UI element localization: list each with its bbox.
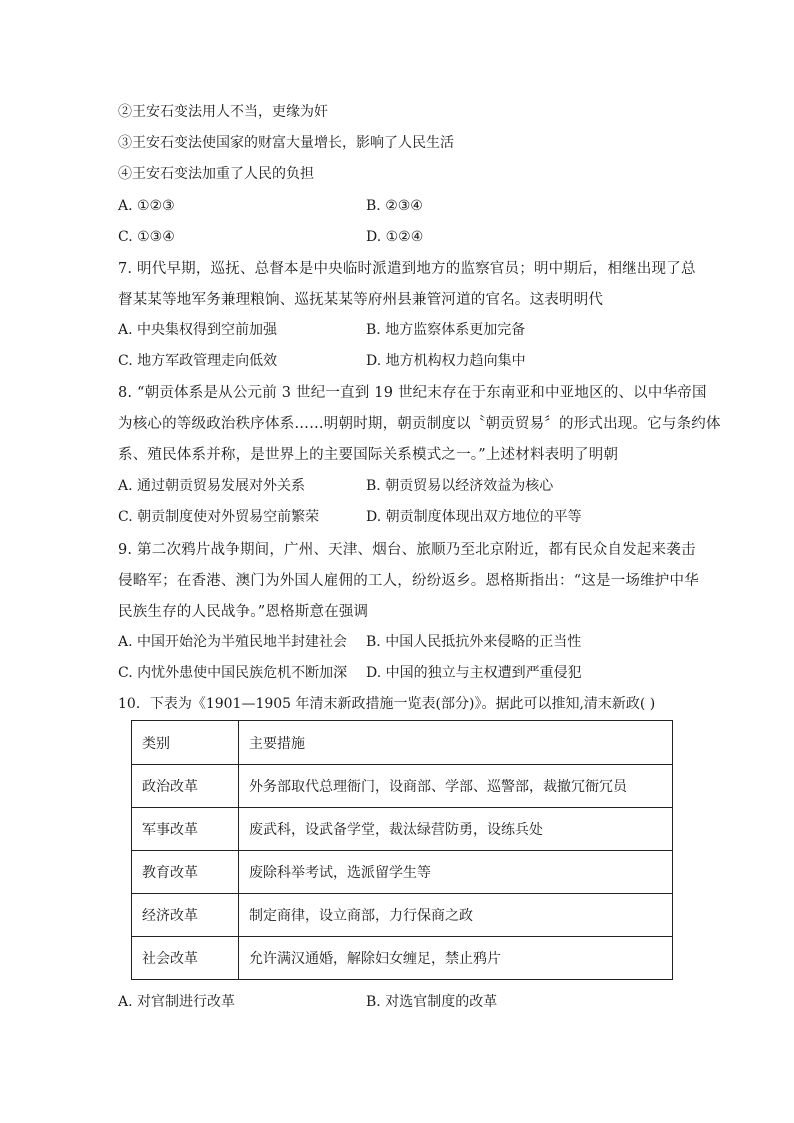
q9-option-c: C. 内忧外患使中国民族危机不断加深 bbox=[118, 665, 348, 681]
q9-option-a: A. 中国开始沦为半殖民地半封建社会 bbox=[118, 634, 348, 650]
q7-option-c: C. 地方军政管理走向低效 bbox=[118, 353, 278, 369]
q8-option-b: B. 朝贡贸易以经济效益为核心 bbox=[366, 478, 554, 494]
table-cell-category: 军事改革 bbox=[132, 808, 239, 851]
table-row bbox=[132, 808, 673, 851]
table-cell-measures: 废除科举考试，选派留学生等 bbox=[239, 851, 673, 894]
q7-stem-line-1: 7. 明代早期，巡抚、总督本是中央临时派遣到地方的监察官员；明中期后，相继出现了总 bbox=[118, 261, 696, 277]
q7-stem bbox=[118, 254, 696, 316]
table-row bbox=[132, 765, 673, 808]
table-row bbox=[132, 851, 673, 894]
q10-stem: 10．下表为《1901—1905 年清末新政措施一览表(部分)》。据此可以推知,清末新政( ) bbox=[118, 696, 656, 712]
q7-option-b: B. 地方监察体系更加完备 bbox=[366, 322, 526, 338]
q7-option-d: D. 地方机构权力趋向集中 bbox=[366, 353, 526, 369]
table-cell-measures: 制定商律，设立商部，力行保商之政 bbox=[239, 894, 673, 937]
q9-stem-line-3: 民族生存的人民战争。”恩格斯意在强调 bbox=[118, 604, 369, 620]
q8-option-a: A. 通过朝贡贸易发展对外关系 bbox=[118, 478, 306, 494]
q8-stem-line-3: 系、殖民体系并称，是世界上的主要国际关系模式之一。”上述材料表明了明朝 bbox=[118, 447, 619, 463]
q6-statement-3: ③王安石变法使国家的财富大量增长，影响了人民生活 bbox=[118, 135, 454, 151]
table-cell-category: 社会改革 bbox=[132, 937, 239, 980]
q8-option-c: C. 朝贡制度使对外贸易空前繁荣 bbox=[118, 509, 320, 525]
reform-table bbox=[131, 720, 673, 980]
q8-stem bbox=[118, 378, 721, 471]
q8-stem-line-2: 为核心的等级政治秩序体系……明朝时期，朝贡制度以〝朝贡贸易〞的形式出现。它与条约体 bbox=[118, 416, 721, 432]
q8-option-d: D. 朝贡制度体现出双方地位的平等 bbox=[366, 509, 582, 525]
q9-stem-line-2: 侵略军；在香港、澳门为外国人雇佣的工人，纷纷返乡。恩格斯指出：“这是一场维护中华 bbox=[118, 573, 699, 589]
q7-option-a: A. 中央集权得到空前加强 bbox=[118, 322, 278, 338]
q7-stem-line-2: 督某某等地军务兼理粮饷、巡抚某某等府州县兼管河道的官名。这表明明代 bbox=[118, 292, 604, 308]
table-row bbox=[132, 894, 673, 937]
table-cell-category: 教育改革 bbox=[132, 851, 239, 894]
q6-option-b: B. ②③④ bbox=[366, 198, 423, 214]
table-header-category: 类别 bbox=[132, 721, 239, 765]
q6-option-d: D. ①②④ bbox=[366, 229, 424, 245]
table-cell-measures: 允许满汉通婚，解除妇女缠足，禁止鸦片 bbox=[239, 937, 673, 980]
q9-option-b: B. 中国人民抵抗外来侵略的正当性 bbox=[366, 634, 582, 650]
table-cell-measures: 外务部取代总理衙门，设商部、学部、巡警部，裁撤冗衙冗员 bbox=[239, 765, 673, 808]
table-header-row bbox=[132, 721, 673, 765]
q6-statement-4: ④王安石变法加重了人民的负担 bbox=[118, 166, 314, 182]
q9-option-d: D. 中国的独立与主权遭到严重侵犯 bbox=[366, 665, 582, 681]
q10-option-a: A. 对官制进行改革 bbox=[118, 994, 236, 1010]
q6-option-c: C. ①③④ bbox=[118, 229, 175, 245]
table-cell-category: 经济改革 bbox=[132, 894, 239, 937]
q6-option-a: A. ①②③ bbox=[118, 198, 175, 214]
q9-stem-line-1: 9. 第二次鸦片战争期间，广州、天津、烟台、旅顺乃至北京附近，都有民众自发起来袭击 bbox=[118, 542, 696, 558]
q10-option-b: B. 对选官制度的改革 bbox=[366, 994, 498, 1010]
table-cell-measures: 废武科，设武备学堂，裁汰绿营防勇，设练兵处 bbox=[239, 808, 673, 851]
q8-stem-line-1: 8. “朝贡体系是从公元前 3 世纪一直到 19 世纪末存在于东南亚和中亚地区的、以中华帝国 bbox=[118, 385, 707, 401]
table-cell-category: 政治改革 bbox=[132, 765, 239, 808]
q6-statement-2: ②王安石变法用人不当，吏缘为奸 bbox=[118, 104, 328, 120]
table-row bbox=[132, 937, 673, 980]
table-header-measures: 主要措施 bbox=[239, 721, 673, 765]
q9-stem bbox=[118, 535, 699, 628]
